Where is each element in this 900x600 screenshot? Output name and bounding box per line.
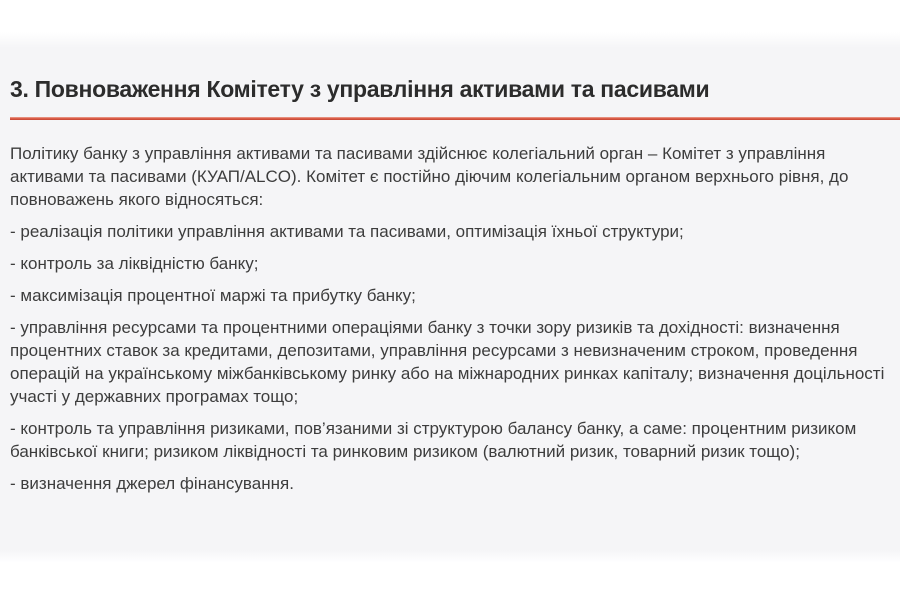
bullet-item: - реалізація політики управління активами та пасивами, оптимізація їхньої структури; xyxy=(10,222,684,241)
bullet-item: - визначення джерел фінансування. xyxy=(10,474,294,493)
slide-title: 3. Повноваження Комітету з управління активами та пасивами xyxy=(10,76,710,102)
slide-body xyxy=(10,142,886,504)
title-divider-rule xyxy=(10,117,900,120)
content-band xyxy=(0,32,900,562)
bullet-item: - максимізація процентної маржі та прибутку банку; xyxy=(10,286,416,305)
bullet-item: - контроль та управління ризиками, пов’язаними зі структурою балансу банку, а саме: процентним ризиком банківської книги; ризиком ліквідності та ринковим ризиком (валютний ризик, товарний ризик тощо); xyxy=(10,419,857,461)
bullet-item: - контроль за ліквідністю банку; xyxy=(10,254,259,273)
bullet-item: - управління ресурсами та процентними операціями банку з точки зору ризиків та дохідності: визначення процентних ставок за кредитами, депозитами, управління ресурсами з невизначеним строком, проведення операцій на українському міжбанківському ринку або на міжнародних ринках капіталу; визначення доцільності участі у державних програмах тощо; xyxy=(10,318,885,406)
intro-paragraph: Політику банку з управління активами та пасивами здійснює колегіальний орган – Комітет з управління активами та пасивами (КУАП/ALCO). Комітет є постійно діючим колегіальним органом верхнього рівня, до повноважень якого відносяться: xyxy=(10,144,849,209)
